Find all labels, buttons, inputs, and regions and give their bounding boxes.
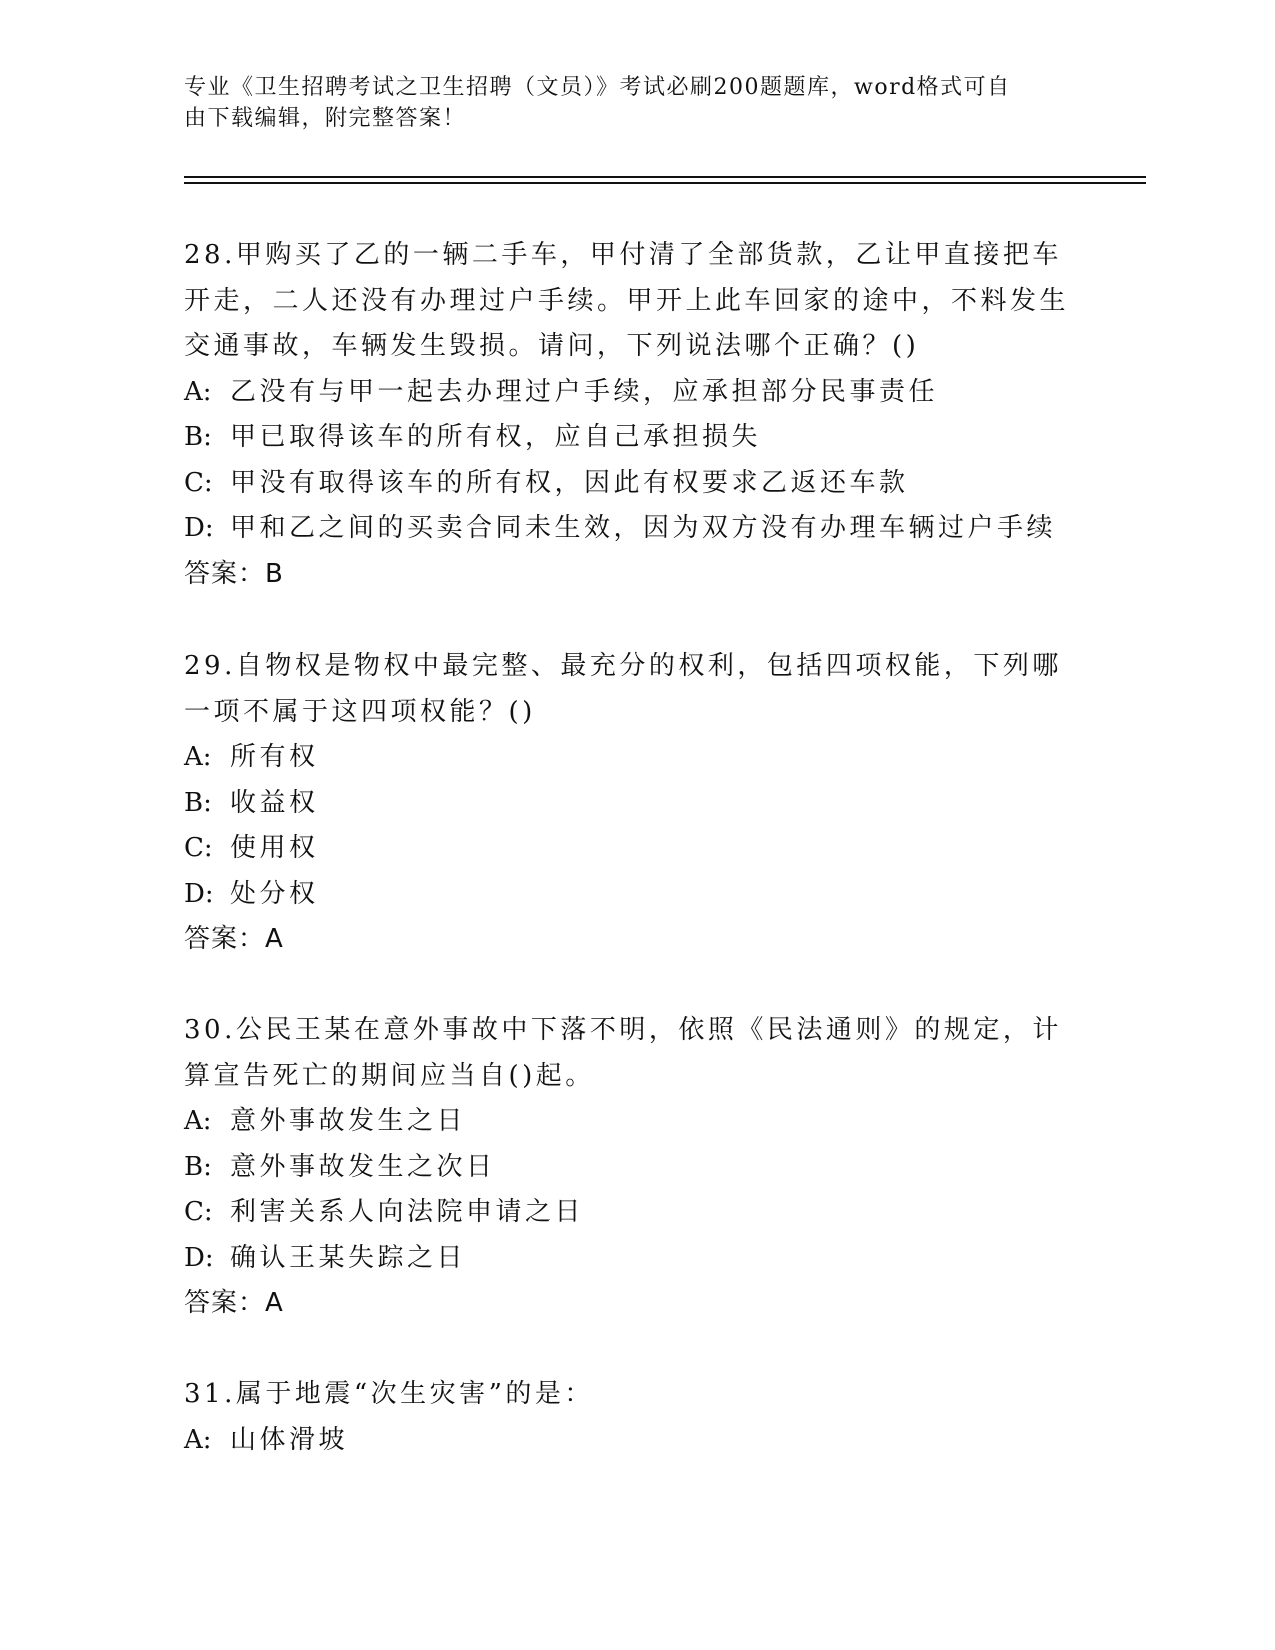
option-text: 山体滑坡	[230, 1424, 349, 1455]
option-b	[184, 781, 1074, 827]
option-label: B:	[184, 787, 212, 818]
question-stem: 31.属于地震“次生灾害”的是：	[184, 1379, 594, 1409]
option-text: 收益权	[230, 787, 319, 818]
option-label: B:	[184, 422, 212, 452]
option-text: 所有权	[230, 742, 319, 772]
option-c	[184, 1190, 1074, 1236]
option-d	[184, 1236, 1074, 1282]
option-text: 甲已取得该车的所有权，应自己承担损失	[230, 422, 762, 452]
answer-line: 答案：B	[184, 558, 284, 589]
option-c	[184, 461, 1074, 507]
option-label: A:	[184, 742, 212, 772]
option-a	[184, 370, 1074, 416]
option-text: 甲没有取得该车的所有权，因此有权要求乙返还车款	[230, 467, 909, 498]
option-b	[184, 1145, 1074, 1191]
question-31	[184, 1372, 1074, 1463]
question-29	[184, 644, 1074, 963]
header-line-2: 由下载编辑，附完整答案！	[184, 106, 467, 131]
option-b	[184, 415, 1074, 461]
option-a	[184, 1099, 1074, 1145]
option-label: D:	[184, 513, 214, 543]
option-label: C:	[184, 833, 213, 863]
question-stem: 29.自物权是物权中最完整、最充分的权利，包括四项权能，下列哪一项不属于这四项权能？()	[184, 651, 1062, 727]
option-label: D:	[184, 878, 214, 909]
option-d	[184, 872, 1074, 918]
option-a	[184, 735, 1074, 781]
option-text: 确认王某失踪之日	[230, 1242, 467, 1273]
header-divider-top	[184, 176, 1146, 178]
question-stem: 28.甲购买了乙的一辆二手车，甲付清了全部货款，乙让甲直接把车开走，二人还没有办理过户手续。甲开上此车回家的途中，不料发生交通事故，车辆发生毁损。请问，下列说法哪个正确？()	[184, 240, 1070, 361]
option-label: C:	[184, 1197, 213, 1227]
option-d	[184, 506, 1074, 552]
option-text: 使用权	[230, 833, 319, 863]
option-label: A:	[184, 1106, 212, 1136]
option-label: A:	[184, 1424, 212, 1455]
option-text: 意外事故发生之次日	[230, 1151, 496, 1182]
option-label: B:	[184, 1151, 212, 1182]
answer-line: 答案：A	[184, 1288, 284, 1318]
document-header	[184, 72, 1064, 134]
question-30	[184, 1008, 1074, 1327]
option-label: A:	[184, 376, 212, 407]
option-text: 乙没有与甲一起去办理过户手续，应承担部分民事责任	[230, 376, 939, 407]
option-label: C:	[184, 467, 213, 498]
option-a	[184, 1418, 1074, 1464]
option-text: 意外事故发生之日	[230, 1106, 467, 1136]
header-line-1: 专业《卫生招聘考试之卫生招聘（文员）》考试必刷200题题库，word格式可自	[184, 75, 1011, 100]
option-c	[184, 826, 1074, 872]
option-text: 利害关系人向法院申请之日	[230, 1197, 585, 1227]
option-label: D:	[184, 1242, 214, 1273]
answer-line: 答案：A	[184, 924, 284, 954]
option-text: 处分权	[230, 878, 319, 909]
header-divider-bottom	[184, 182, 1146, 184]
question-stem: 30.公民王某在意外事故中下落不明，依照《民法通则》的规定，计算宣告死亡的期间应当自()起。	[184, 1015, 1062, 1091]
option-text: 甲和乙之间的买卖合同未生效，因为双方没有办理车辆过户手续	[230, 513, 1057, 543]
question-28	[184, 233, 1074, 597]
